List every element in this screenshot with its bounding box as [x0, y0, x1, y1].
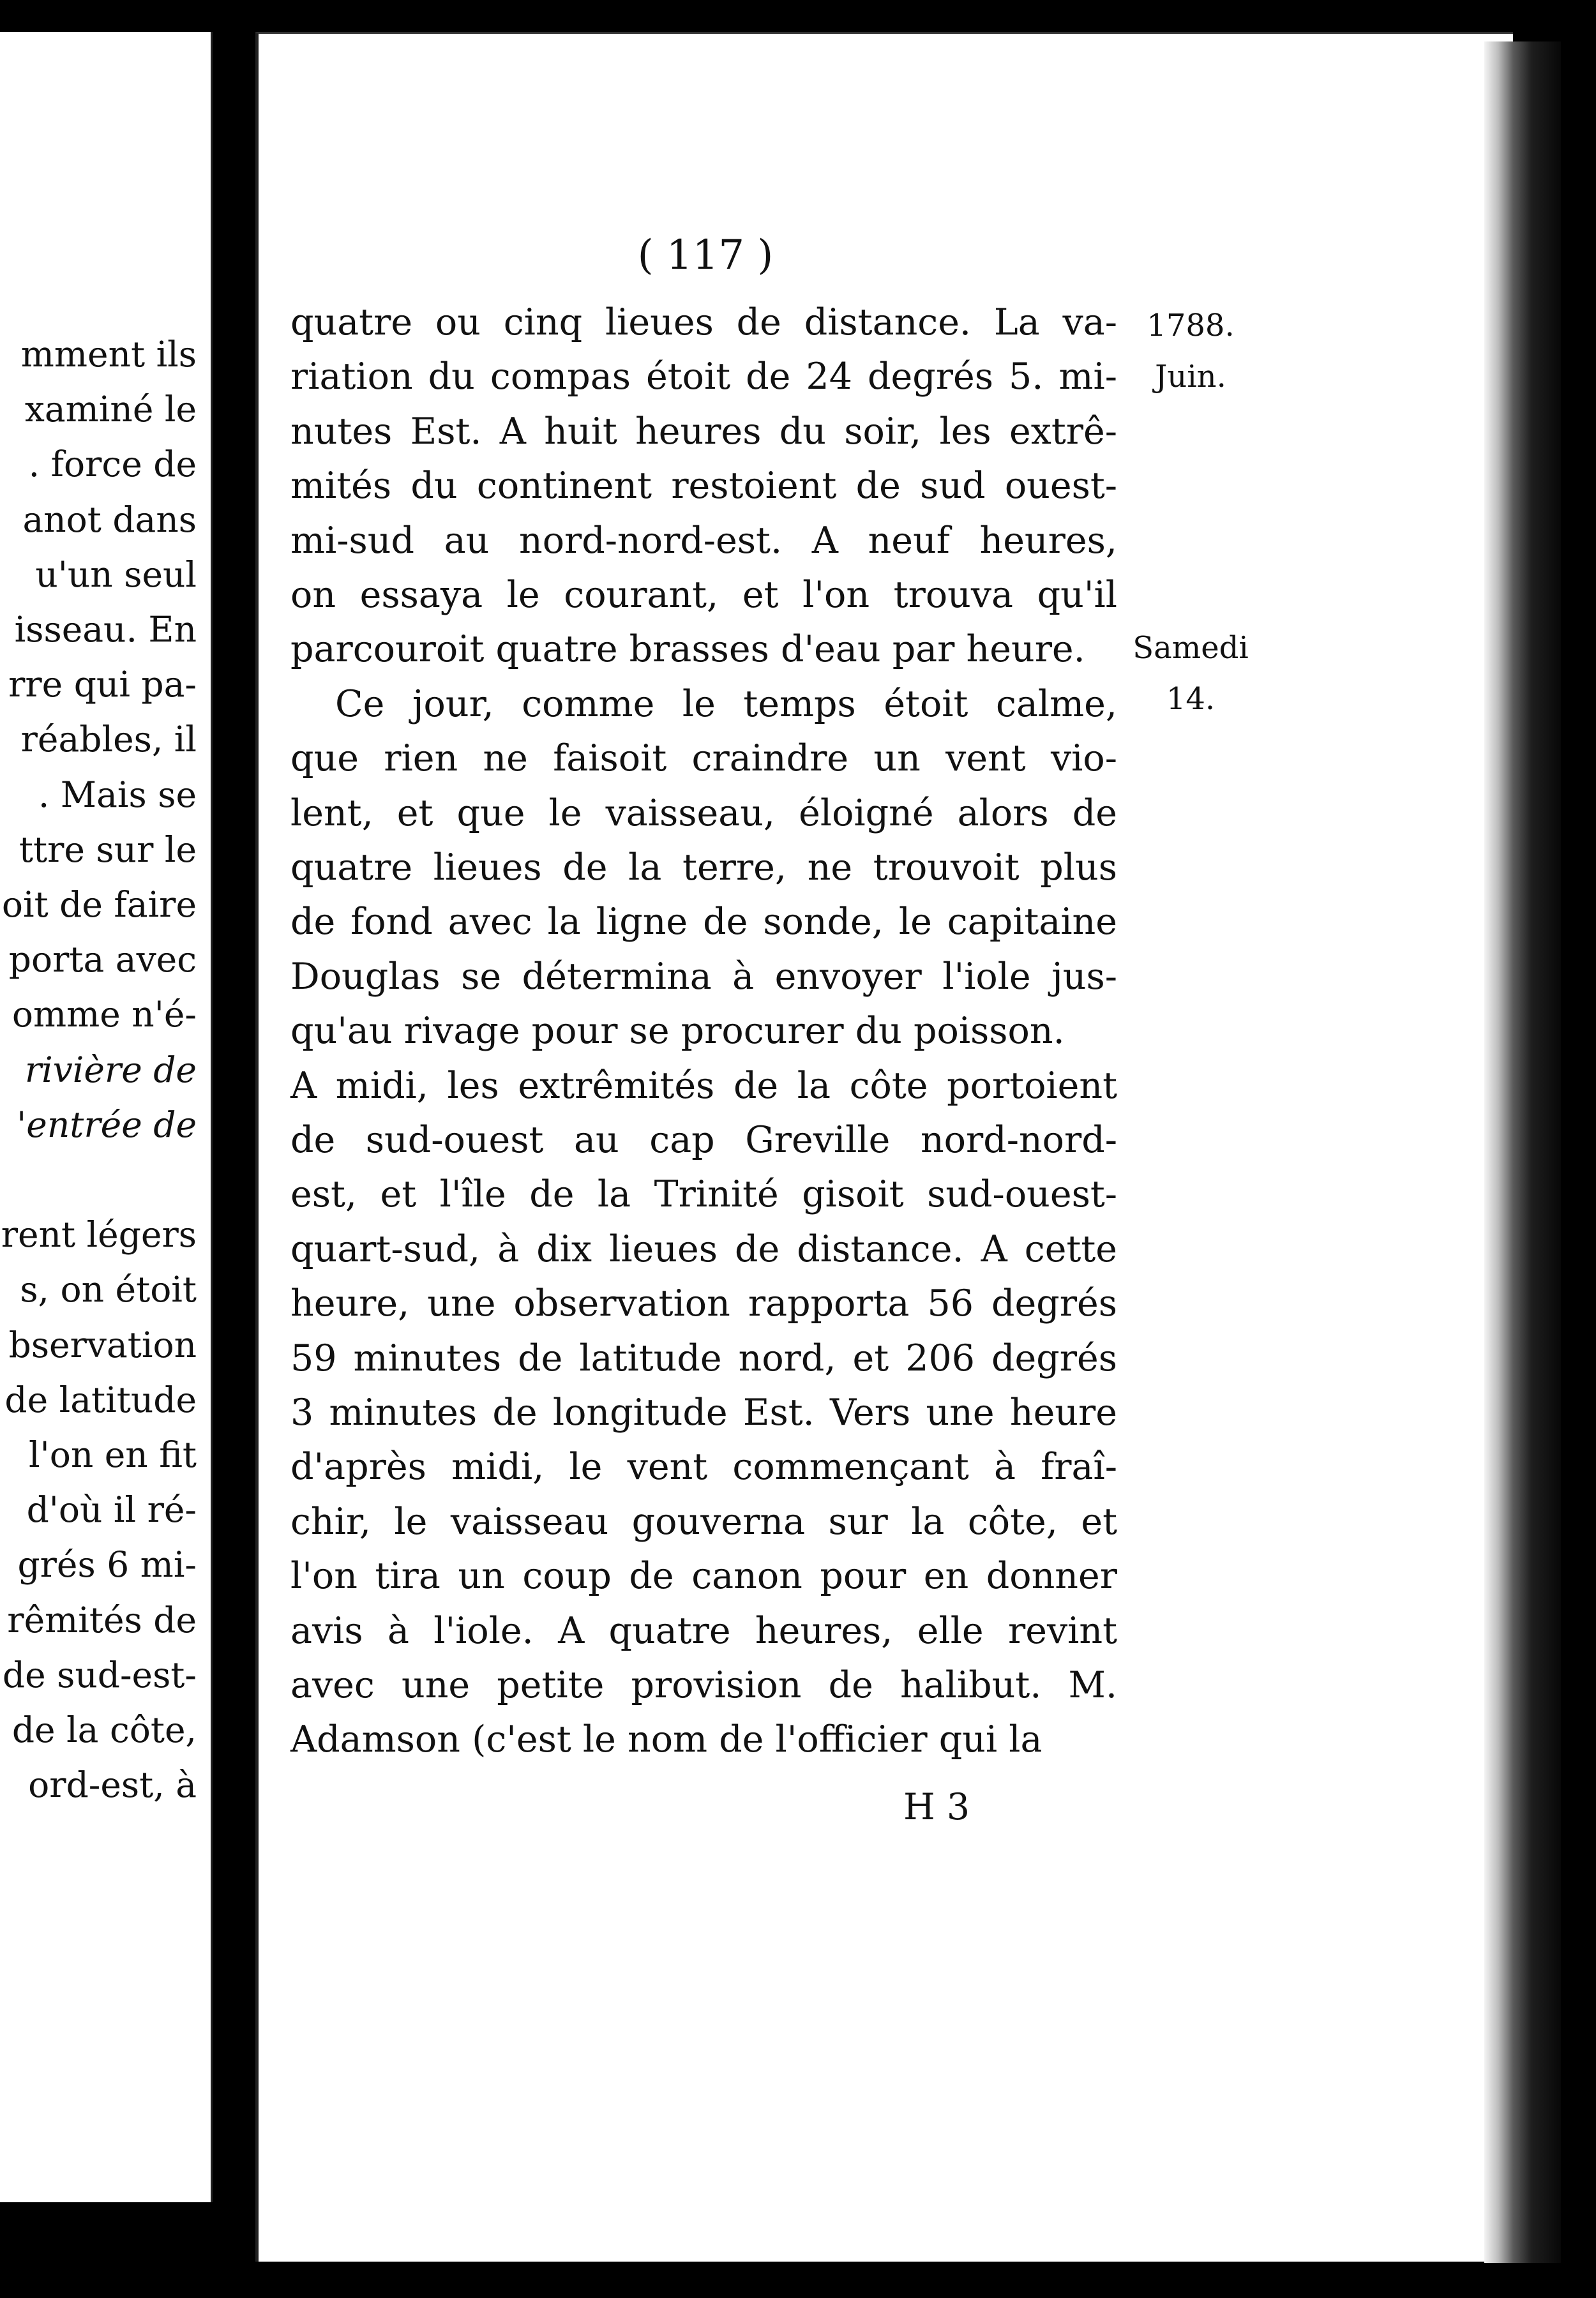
facing-page-line: de latitude — [4, 1379, 197, 1420]
text-line: lent, et que le vaisseau, éloigné alors de — [290, 792, 1117, 834]
facing-page-line: omme n'é- — [11, 994, 197, 1035]
facing-page-line: l'on en fit — [29, 1434, 197, 1475]
signature-mark: H 3 — [903, 1786, 970, 1828]
text-line: Ce jour, comme le temps étoit calme, — [335, 682, 1117, 725]
page-edge-shadow — [1484, 41, 1561, 2263]
text-line: heure, une observation rapporta 56 degrés — [290, 1282, 1117, 1325]
text-line: 3 minutes de longitude Est. Vers une heure — [290, 1392, 1117, 1434]
facing-page-line: rre qui pa- — [8, 664, 197, 705]
facing-page-line: s, on étoit — [20, 1269, 197, 1310]
facing-page-line: rivière de — [24, 1049, 197, 1090]
text-line: quart-sud, à dix lieues de distance. A cette — [290, 1228, 1117, 1270]
facing-page-line: rent légers — [1, 1214, 197, 1256]
facing-page-line: ord-est, à — [28, 1764, 197, 1806]
text-line: 59 minutes de latitude nord, et 206 degrés — [290, 1337, 1117, 1379]
facing-page-line: porta avec — [8, 939, 197, 980]
facing-page-line: bservation — [8, 1324, 197, 1365]
text-line: est, et l'île de la Trinité gisoit sud-ouest- — [290, 1173, 1117, 1216]
margin-note-day — [1130, 622, 1251, 725]
facing-page-fragment — [0, 32, 213, 2202]
facing-page-line: . force de — [28, 444, 197, 485]
text-line: Douglas se détermina à envoyer l'iole jus- — [290, 955, 1117, 998]
margin-note-daynum: 14. — [1166, 681, 1216, 717]
text-line: quatre ou cinq lieues de distance. La va- — [290, 301, 1117, 343]
text-line: l'on tira un coup de canon pour en donner — [290, 1555, 1117, 1598]
text-line: parcouroit quatre brasses d'eau par heure. — [290, 628, 1085, 671]
margin-note-date — [1130, 300, 1251, 402]
facing-page-line: mment ils — [20, 334, 197, 375]
text-line: Adamson (c'est le nom de l'officier qui la — [290, 1718, 1043, 1761]
facing-page-line: anot dans — [22, 499, 197, 540]
text-line: on essaya le courant, et l'on trouva qu'il — [290, 574, 1117, 616]
facing-page-line: oit de faire — [1, 884, 197, 925]
facing-page-line: u'un seul — [35, 553, 197, 595]
text-line: de sud-ouest au cap Greville nord-nord- — [290, 1119, 1117, 1161]
margin-note-month: Juin. — [1155, 359, 1226, 394]
text-line: mités du continent restoient de sud ouest- — [290, 465, 1117, 507]
text-line: avis à l'iole. A quatre heures, elle revint — [290, 1609, 1117, 1652]
facing-page-line: de sud-est- — [2, 1654, 197, 1695]
facing-page-line: grés 6 mi- — [17, 1544, 197, 1586]
text-line: d'après midi, le vent commençant à fraî- — [290, 1446, 1117, 1489]
text-line: riation du compas étoit de 24 degrés 5. mi- — [290, 356, 1117, 398]
text-line: nutes Est. A huit heures du soir, les extrê- — [290, 410, 1117, 453]
facing-page-line: . Mais se — [38, 774, 197, 815]
text-line: que rien ne faisoit craindre un vent vio- — [290, 737, 1117, 780]
text-line: mi-sud au nord-nord-est. A neuf heures, — [290, 519, 1117, 562]
facing-page-line: de la côte, — [11, 1709, 197, 1750]
page-number: ( 117 ) — [637, 232, 774, 279]
facing-page-line: rêmités de — [7, 1599, 197, 1641]
text-line: de fond avec la ligne de sonde, le capitaine — [290, 901, 1117, 943]
text-line: qu'au rivage pour se procurer du poisson. — [290, 1010, 1065, 1053]
facing-page-line: isseau. En — [14, 609, 197, 650]
text-line: chir, le vaisseau gouverna sur la côte, et — [290, 1500, 1117, 1543]
text-line: quatre lieues de la terre, ne trouvoit plus — [290, 846, 1117, 889]
text-line: A midi, les extrêmités de la côte portoient — [290, 1064, 1117, 1107]
text-line: avec une petite provision de halibut. M. — [290, 1664, 1117, 1706]
facing-page-line: ttre sur le — [19, 829, 197, 870]
facing-page-line: 'entrée de — [17, 1104, 197, 1145]
facing-page-line: d'où il ré- — [26, 1489, 197, 1531]
facing-page-line: xaminé le — [24, 389, 197, 430]
margin-note-weekday: Samedi — [1133, 630, 1249, 666]
margin-note-year: 1788. — [1147, 308, 1235, 343]
facing-page-line: réables, il — [20, 719, 197, 760]
